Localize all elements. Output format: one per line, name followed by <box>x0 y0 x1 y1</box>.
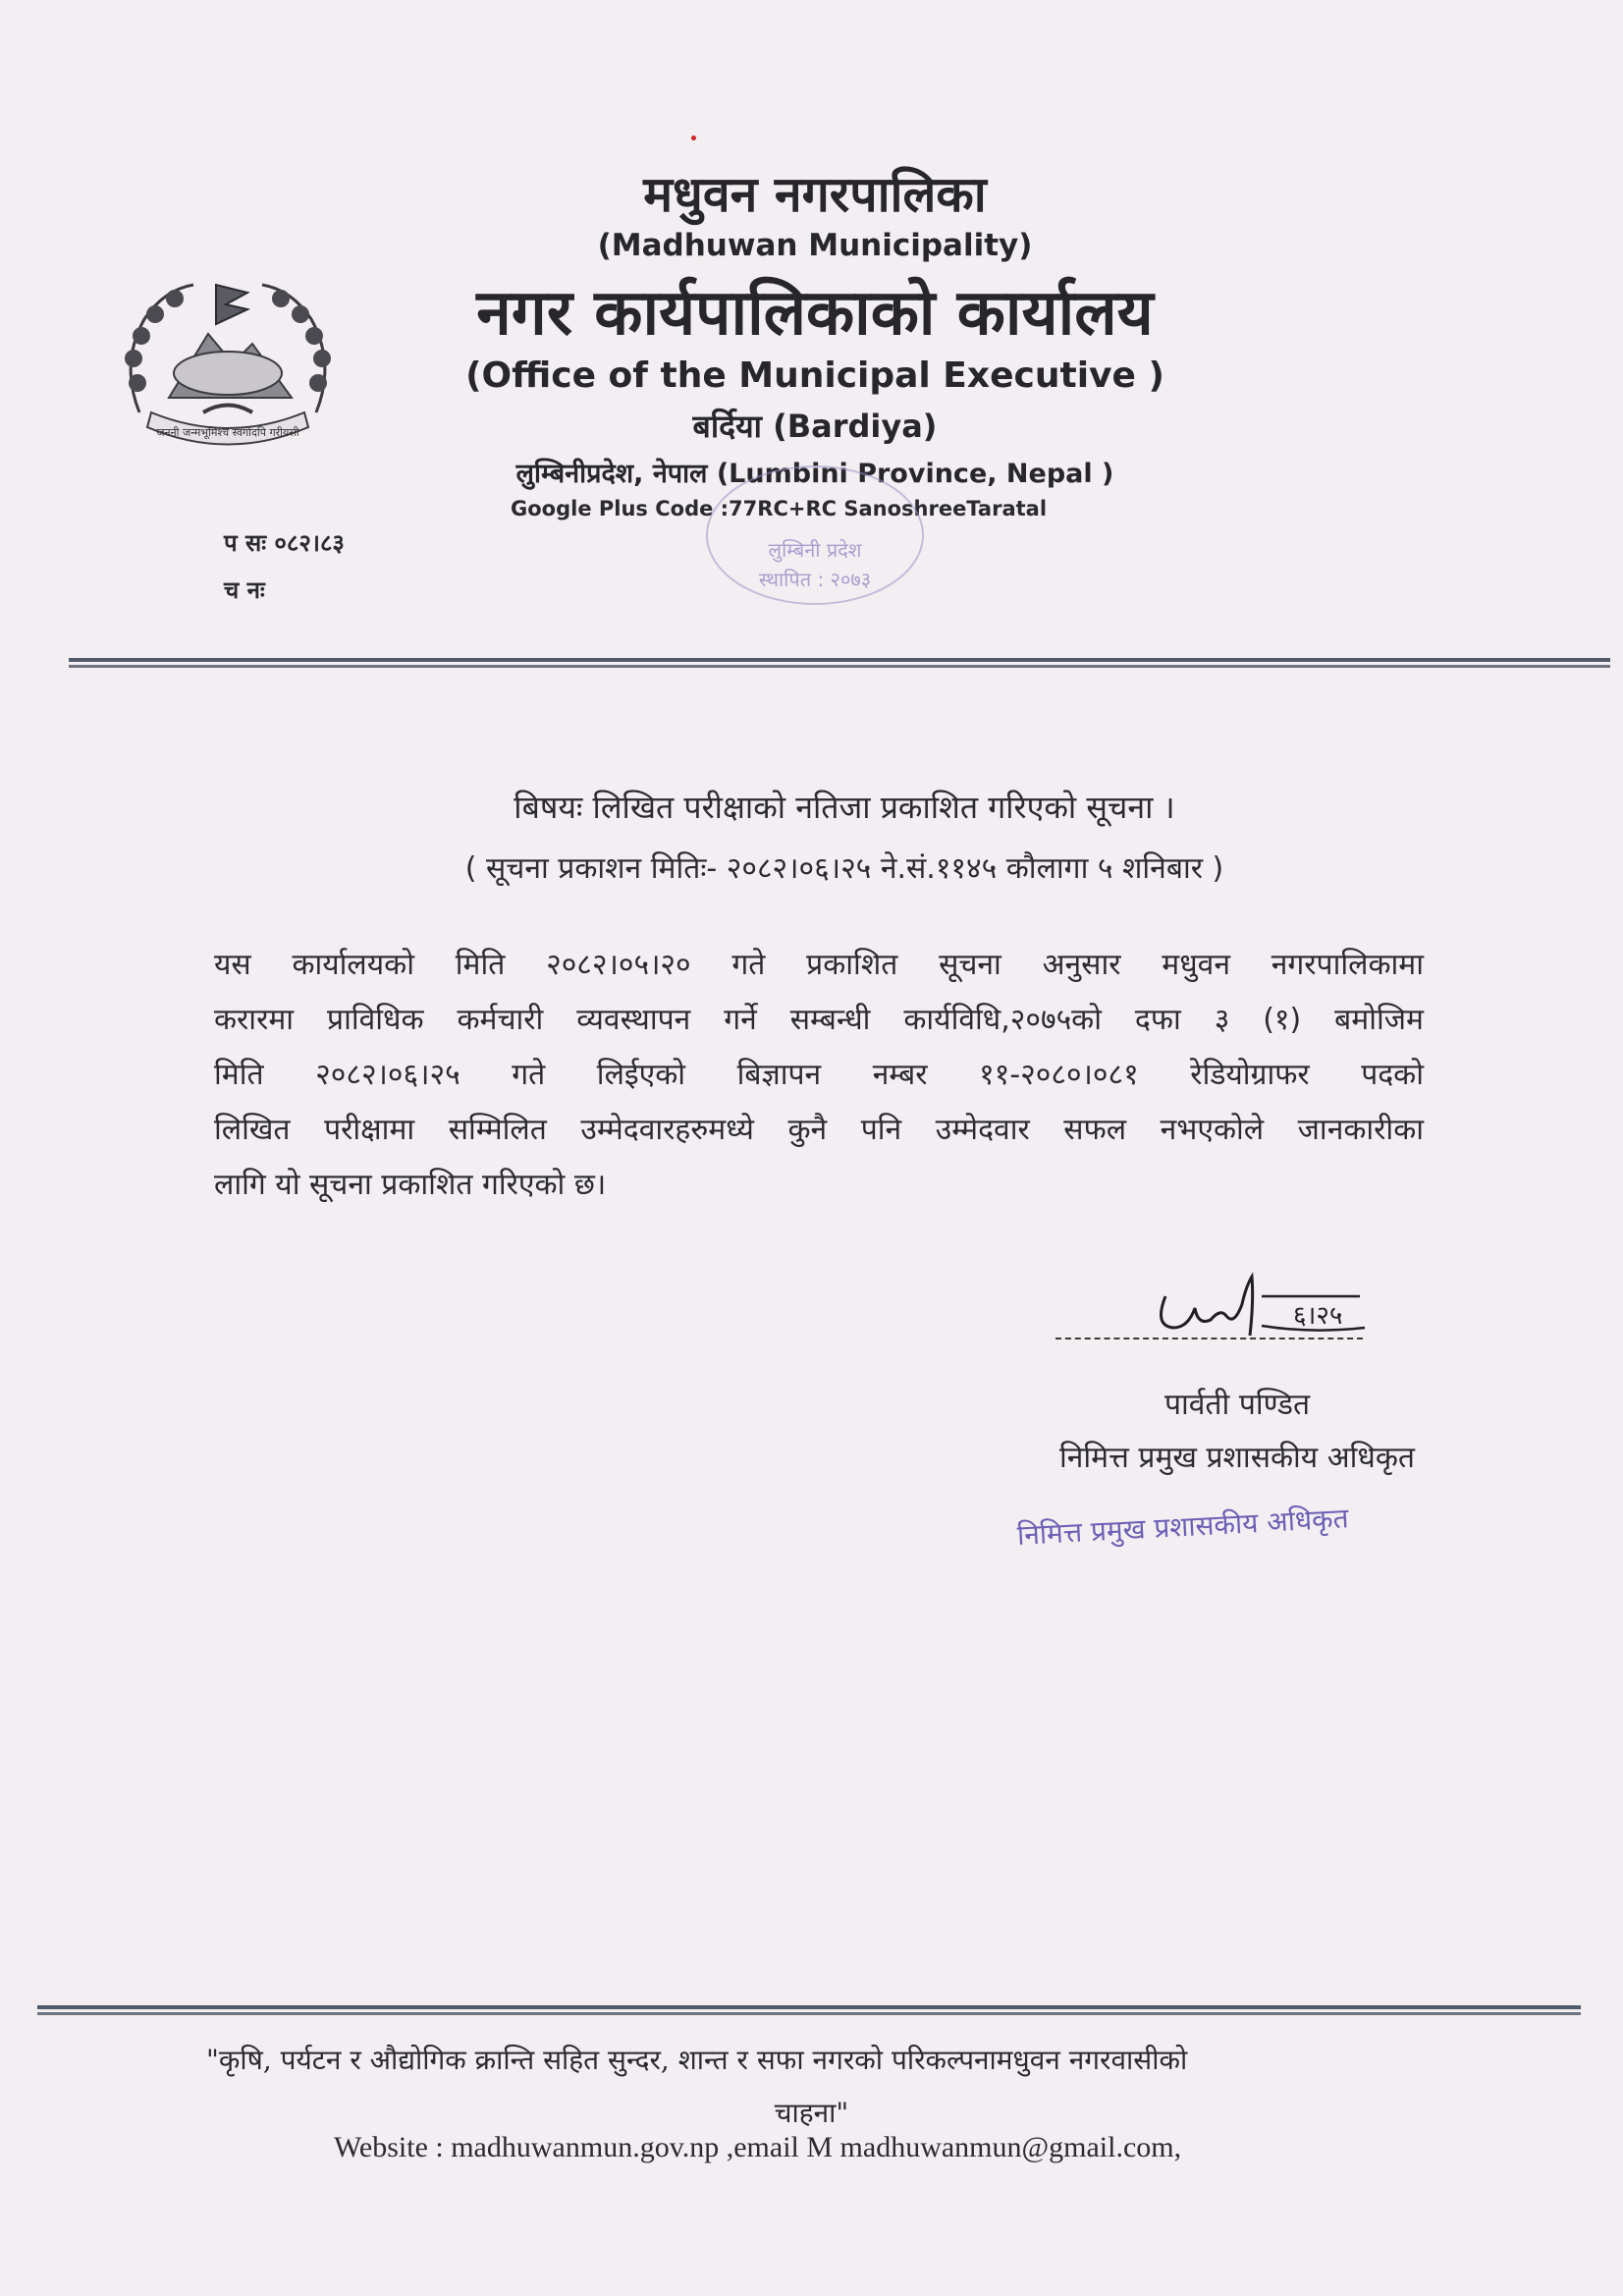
designation-seal: निमित्त प्रमुख प्रशासकीय अधिकृत <box>1016 1502 1350 1552</box>
footer-slogan-line-2: चाहना" <box>774 2097 849 2129</box>
publication-date: ( सूचना प्रकाशन मितिः- २०८२।०६।२५ ने.सं.११४५ कौलागा ५ शनिबार ) <box>464 851 1224 886</box>
stamp-line-1: लुम्बिनी प्रदेश <box>768 538 862 562</box>
stamp-line-2: स्थापित : २०७३ <box>758 568 872 591</box>
office-stamp-icon <box>687 447 943 624</box>
footer-divider <box>37 2005 1581 2015</box>
body-line: लागि यो सूचना प्रकाशित गरिएको छ। <box>214 1168 607 1202</box>
header-divider <box>69 658 1610 668</box>
signature-line <box>1055 1338 1363 1339</box>
office-name-np: नगर कार्यपालिकाको कार्यालय <box>476 277 1154 350</box>
plus-code: Google Plus Code :77RC+RC SanoshreeTaratal <box>511 497 1048 520</box>
notice-subject: बिषयः लिखित परीक्षाको नतिजा प्रकाशित गरिएको सूचना । <box>514 789 1175 826</box>
signature-date: ६।२५ <box>1293 1301 1343 1331</box>
municipality-name-en: (Madhuwan Municipality) <box>597 228 1033 263</box>
office-name-en: (Office of the Municipal Executive ) <box>465 355 1164 396</box>
nepal-coat-of-arms-icon <box>110 265 346 462</box>
body-line: करारमा प्राविधिक कर्मचारी व्यवस्थापन गर्ने सम्बन्धी कार्यविधि,२०७५को दफा ३ (१) बमोजिम <box>214 1003 1424 1037</box>
handwritten-signature <box>1144 1257 1380 1355</box>
dispatch-number: च नः <box>224 576 265 604</box>
footer-slogan-line-1: "कृषि, पर्यटन र औद्योगिक क्रान्ति सहित सुन्दर, शान्त र सफा नगरको परिकल्पनामधुवन नगरवासीको <box>206 2044 1188 2076</box>
district: बर्दिया (Bardiya) <box>692 408 938 445</box>
body-line: यस कार्यालयको मिति २०८२।०५।२० गते प्रकाशित सूचना अनुसार मधुवन नगरपालिकामा <box>214 948 1424 982</box>
ink-speck <box>691 136 696 140</box>
body-line: मिति २०८२।०६।२५ गते लिईएको बिज्ञापन नम्बर ११-२०८०।०८१ रेडियोग्राफर पदको <box>214 1058 1424 1092</box>
signatory-name: पार्वती पण्डित <box>1163 1388 1311 1422</box>
body-line: लिखित परीक्षामा सम्मिलित उम्मेदवारहरुमध्ये कुनै पनि उम्मेदवार सफल नभएकोले जानकारीका <box>214 1113 1424 1147</box>
signatory-designation: निमित्त प्रमुख प्रशासकीय अधिकृत <box>1058 1441 1416 1475</box>
footer-contact: Website : madhuwanmun.gov.np ,email M madhuwanmun@gmail.com, <box>334 2131 1182 2163</box>
province: लुम्बिनीप्रदेश, नेपाल (Lumbini Province, Nepal ) <box>515 459 1114 489</box>
reference-number: प सः ०८२।८३ <box>224 529 345 557</box>
emblem-motto: जननी जन्मभूमिश्च स्वर्गादपि गरीयसी <box>156 426 299 439</box>
municipality-name-np: मधुवन नगरपालिका <box>643 166 987 223</box>
